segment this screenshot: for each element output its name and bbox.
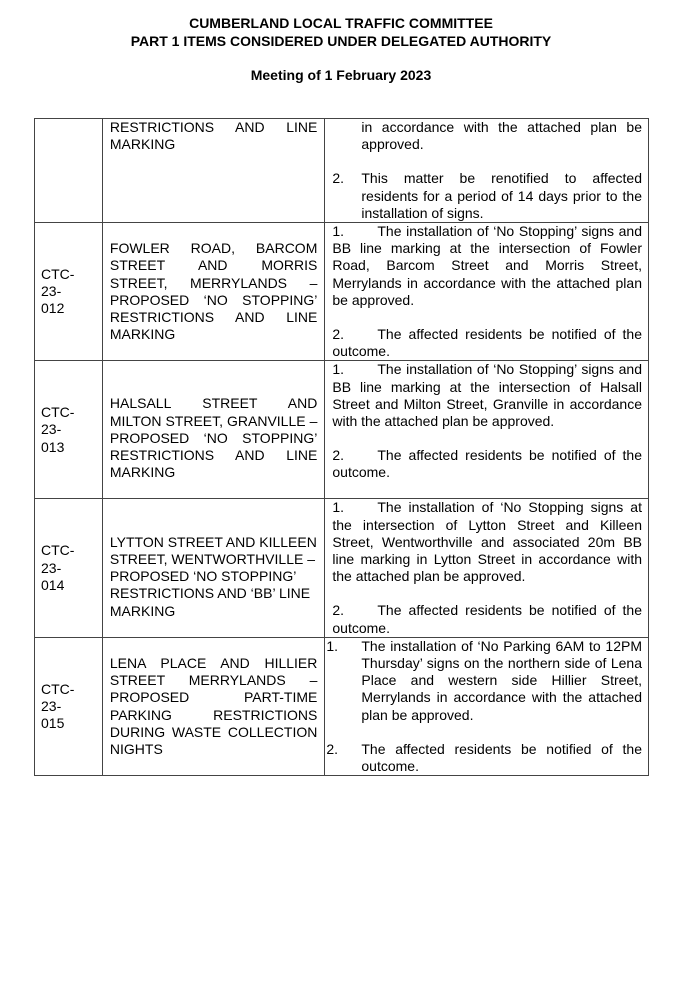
- part-title: PART 1 ITEMS CONSIDERED UNDER DELEGATED AUTHORITY: [130, 32, 552, 49]
- table-row: [35, 119, 649, 223]
- recommendation-text: The installation of ‘No Stopping signs at the intersection of Lytton Street and Killeen Street, Wentworthville and associated 20m BB line marking in Lytton Street in accordance with the attached plan be approved.: [332, 499, 642, 585]
- recommendation-text: The installation of ‘No Parking 6AM to 12PM Thursday’ signs on the northern side of Lena Place and western side Hillier Street, Merrylands in accordance with the attached plan be approved.: [361, 637, 642, 723]
- recommendation-text: This matter be renotified to affected residents for a period of 14 days prior to the installation of signs.: [361, 170, 642, 221]
- recommendation-item: [326, 638, 642, 724]
- recommendation-number: 2.: [326, 740, 339, 757]
- recommendation-item: [332, 223, 642, 309]
- recommendation-item: [332, 119, 642, 153]
- item-title: LENA PLACE AND HILLIER STREET MERRYLANDS – PROPOSED PART-TIME PARKING RESTRICTIONS DURING WASTE COLLECTION NIGHTS: [109, 655, 318, 758]
- recommendation-text: in accordance with the attached plan be approved.: [361, 119, 642, 153]
- recommendation-text: The installation of ‘No Stopping’ signs and BB line marking at the intersection of Halsall Street and Milton Street, Granville in accordance with the attached plan be approved.: [332, 361, 642, 430]
- item-ref-cell: [35, 223, 103, 361]
- item-recommendation-cell: [325, 637, 649, 775]
- item-title: RESTRICTIONS AND LINE MARKING: [109, 119, 318, 153]
- item-ref-cell: [35, 499, 103, 637]
- meeting-date: Meeting of 1 February 2023: [250, 67, 432, 83]
- item-title-cell: [102, 499, 324, 637]
- recommendation-number: 2.: [332, 447, 345, 464]
- item-title-cell: [102, 119, 324, 223]
- item-ref-cell: [35, 119, 103, 223]
- item-title-cell: [102, 223, 324, 361]
- item-ref: CTC-23-015: [41, 680, 75, 732]
- item-recommendation-cell: [325, 119, 649, 223]
- item-recommendation-cell: [325, 223, 649, 361]
- table-row: [35, 499, 649, 637]
- recommendation-item: [332, 602, 642, 636]
- item-recommendation-cell: [325, 361, 649, 499]
- recommendation-item: [326, 741, 642, 775]
- table-row: [35, 637, 649, 775]
- recommendation-number: 2.: [332, 602, 345, 619]
- recommendation-number: 1.: [332, 499, 345, 516]
- recommendation-number: 2.: [332, 170, 345, 187]
- document-header: [0, 15, 682, 50]
- recommendation-item: [332, 447, 642, 481]
- recommendation-item: [332, 499, 642, 585]
- recommendation-text: The affected residents be notified of the outcome.: [361, 740, 642, 775]
- item-ref: CTC-23-013: [41, 404, 75, 455]
- recommendation-item: [332, 361, 642, 430]
- table-row: [35, 223, 649, 361]
- recommendation-number: 1.: [332, 223, 345, 240]
- item-ref-cell: [35, 637, 103, 775]
- recommendation-text: The installation of ‘No Stopping’ signs and BB line marking at the intersection of Fowler Road, Barcom Street and Morris Street, Merrylands in accordance with the attached plan be approved.: [332, 223, 642, 308]
- item-recommendation-cell: [325, 499, 649, 637]
- recommendation-number: 1.: [332, 361, 345, 378]
- item-ref-cell: [35, 361, 103, 499]
- recommendation-text: The affected residents be notified of the outcome.: [332, 447, 642, 481]
- recommendation-number: 1.: [326, 637, 339, 654]
- recommendation-number: [332, 119, 361, 153]
- items-table: [34, 118, 649, 776]
- recommendation-item: [332, 326, 642, 360]
- table-row: [35, 361, 649, 499]
- item-title: FOWLER ROAD, BARCOM STREET AND MORRIS STREET, MERRYLANDS – PROPOSED ‘NO STOPPING’ RESTRICTIONS AND LINE MARKING: [109, 240, 318, 343]
- item-title-cell: [102, 361, 324, 499]
- item-title: HALSALL STREET AND MILTON STREET, GRANVILLE – PROPOSED ‘NO STOPPING’ RESTRICTIONS AND LINE MARKING: [109, 395, 318, 481]
- recommendation-item: [332, 170, 642, 222]
- item-ref: CTC-23-014: [41, 542, 75, 593]
- item-title-cell: [102, 637, 324, 775]
- item-title: LYTTON STREET AND KILLEEN STREET, WENTWORTHVILLE – PROPOSED ‘NO STOPPING’ RESTRICTIONS AND ‘BB’ LINE MARKING: [109, 533, 317, 619]
- recommendation-text: The affected residents be notified of the outcome.: [332, 602, 642, 636]
- recommendation-number: 2.: [332, 326, 345, 343]
- committee-title: CUMBERLAND LOCAL TRAFFIC COMMITTEE: [189, 15, 493, 31]
- item-ref: CTC-23-012: [41, 265, 75, 317]
- recommendation-text: The affected residents be notified of the outcome.: [332, 326, 642, 360]
